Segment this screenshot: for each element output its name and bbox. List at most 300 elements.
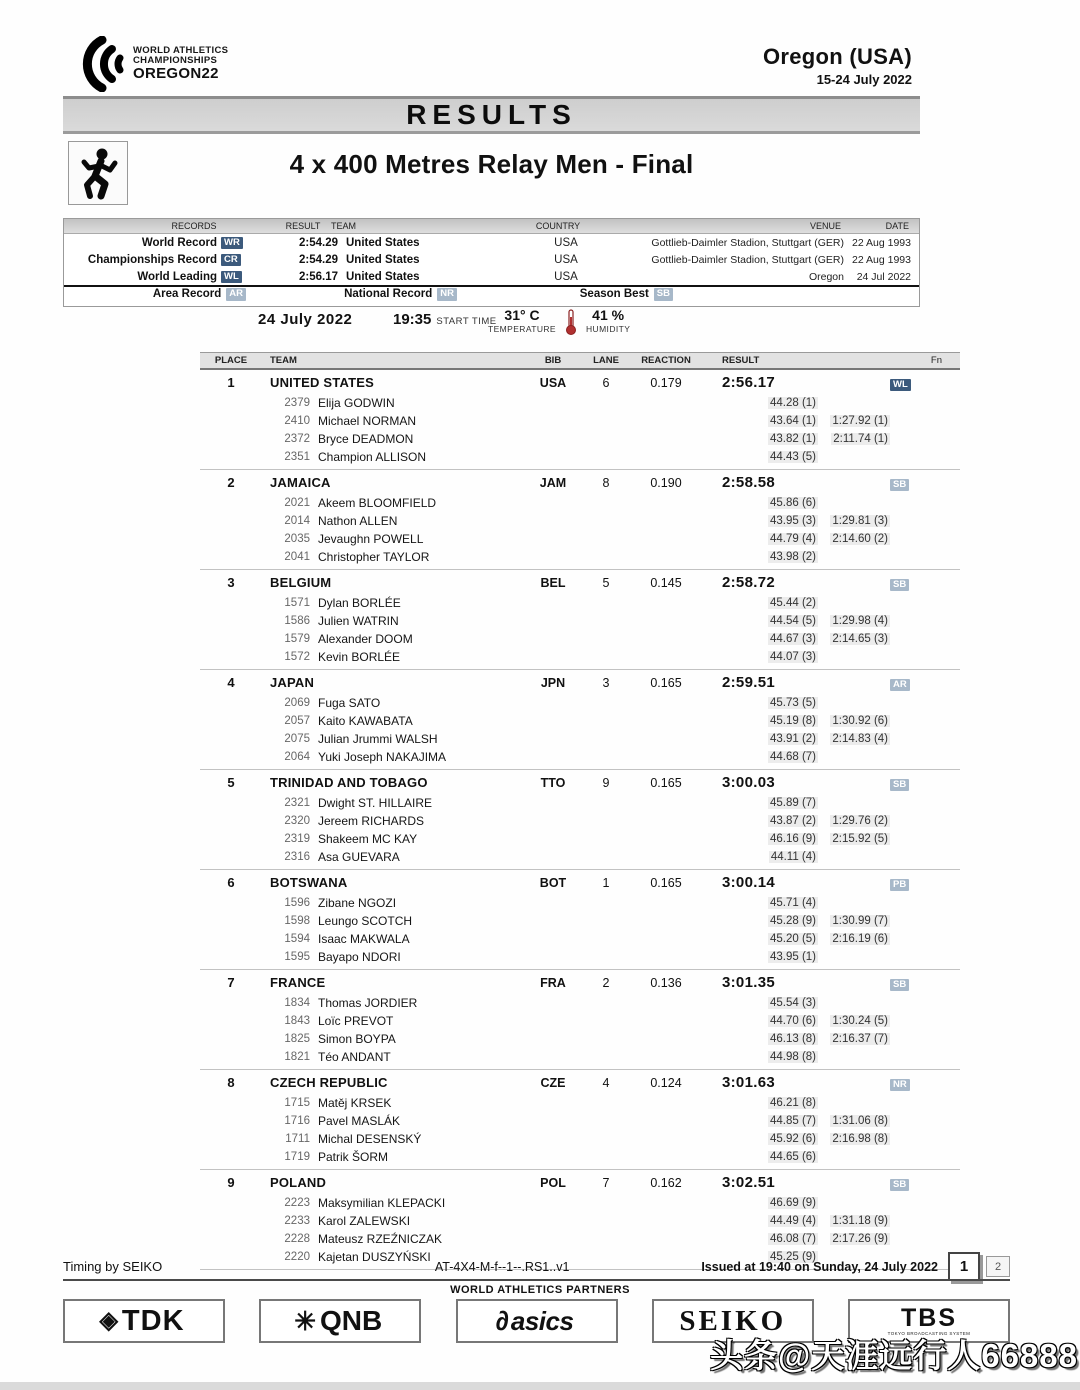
- location-name: Oregon (USA): [762, 44, 912, 69]
- runner-cumulative: 1:31.18 (9): [832, 1215, 888, 1227]
- record-country: USA: [554, 253, 578, 266]
- runner-split: 44.79 (4): [769, 533, 816, 545]
- record-label: World Record: [141, 236, 217, 249]
- team-result: 3:00.03: [722, 774, 775, 791]
- partner-logo-text: TBS: [901, 1304, 957, 1332]
- runner-name: Champion ALLISON: [318, 450, 427, 464]
- col-team: TEAM: [270, 355, 297, 366]
- record-date: 22 Aug 1993: [852, 253, 911, 266]
- runner-bib: 1843: [284, 1015, 310, 1027]
- team-result: 3:02.51: [722, 1174, 775, 1191]
- team-name: POLAND: [270, 1175, 327, 1190]
- record-venue: Gottlieb-Daimler Stadion, Stuttgart (GER): [651, 236, 844, 249]
- records-table: [63, 218, 920, 307]
- runner-bib: 1834: [284, 997, 310, 1009]
- runner-split: 44.98 (8): [769, 1051, 816, 1063]
- team-lane: 3: [602, 675, 610, 690]
- team-lane: 7: [602, 1175, 610, 1190]
- runner-row: [200, 794, 960, 812]
- runner-bib: 2316: [284, 851, 310, 863]
- team-reaction: 0.162: [650, 1175, 682, 1190]
- team-name: JAPAN: [270, 675, 315, 690]
- records-col-date: DATE: [885, 221, 909, 231]
- runner-name: Kevin BORLÉE: [318, 650, 401, 664]
- records-col-team: TEAM: [331, 221, 357, 231]
- team-reaction: 0.145: [650, 575, 682, 590]
- records-col-result: RESULT: [285, 221, 321, 231]
- runner-name: Akeem BLOOMFIELD: [318, 496, 437, 510]
- temperature-label: TEMPERATURE: [488, 323, 556, 334]
- record-result: 2:54.29: [298, 253, 338, 266]
- world-athletics-logo: [72, 36, 228, 92]
- runner-row: [200, 1012, 960, 1030]
- runner-split: 44.49 (4): [769, 1215, 816, 1227]
- runner-bib: 2233: [284, 1215, 310, 1227]
- team-name: BELGIUM: [270, 575, 332, 590]
- results-header-row: [200, 352, 960, 370]
- team-result-block: [200, 570, 960, 670]
- logo-arcs-icon: [72, 36, 124, 92]
- runner-row: [200, 830, 960, 848]
- runner-name: Mateusz RZEŹNICZAK: [318, 1232, 443, 1246]
- runner-name: Elija GODWIN: [318, 396, 395, 410]
- runner-split: 44.11 (4): [770, 851, 816, 863]
- runner-split: 43.95 (1): [769, 951, 816, 963]
- col-reaction: REACTION: [641, 355, 691, 366]
- runner-bib: 1715: [284, 1097, 310, 1109]
- runner-split: 45.28 (9): [769, 915, 816, 927]
- legend-label: Season Best: [579, 288, 649, 301]
- logo-text-line3: OREGON22: [133, 65, 219, 83]
- runner-row: [200, 1094, 960, 1112]
- team-main-row: [200, 871, 960, 894]
- watermark-text: 头条@天涯远行人66888: [710, 1337, 1078, 1374]
- runner-name: Isaac MAKWALA: [318, 932, 410, 946]
- team-reaction: 0.124: [650, 1075, 682, 1090]
- partner-logo-icon: ◈: [99, 1307, 118, 1334]
- team-name: JAMAICA: [270, 475, 331, 490]
- runner-row: [200, 530, 960, 548]
- records-col-country: COUNTRY: [535, 221, 581, 231]
- logo-text-line1: WORLD ATHLETICS: [133, 45, 229, 57]
- runner-name: Thomas JORDIER: [318, 996, 418, 1010]
- team-place: 5: [227, 775, 235, 790]
- runner-split: 45.86 (6): [769, 497, 816, 509]
- records-legend: [64, 285, 919, 306]
- team-reaction: 0.165: [650, 775, 682, 790]
- runner-row: [200, 730, 960, 748]
- runner-row: [200, 394, 960, 412]
- team-lane: 2: [602, 975, 610, 990]
- record-country: USA: [554, 270, 578, 283]
- record-date: 22 Aug 1993: [852, 236, 911, 249]
- legend-item: [64, 288, 246, 301]
- page-selector: [948, 1252, 1010, 1281]
- team-lane: 8: [602, 475, 610, 490]
- runner-name: Shakeem MC KAY: [318, 832, 418, 846]
- runner-row: [200, 912, 960, 930]
- team-name: TRINIDAD AND TOBAGO: [270, 775, 428, 790]
- runner-bib: 1596: [284, 897, 310, 909]
- runner-bib: 1586: [284, 615, 310, 627]
- runner-bib: 2220: [284, 1251, 310, 1263]
- issued-timestamp: Issued at 19:40 on Sunday, 24 July 2022: [701, 1259, 938, 1274]
- team-country-code: CZE: [540, 1075, 566, 1090]
- record-label: Championships Record: [87, 253, 217, 266]
- team-result-block: [200, 870, 960, 970]
- event-header: [63, 141, 920, 207]
- runner-name: Julian Jrummi WALSH: [318, 732, 438, 746]
- runner-cumulative: 1:27.92 (1): [832, 415, 888, 427]
- runner-bib: 2321: [284, 797, 310, 809]
- runner-row: [200, 994, 960, 1012]
- runner-split: 44.54 (5): [769, 615, 816, 627]
- team-place: 2: [227, 475, 235, 490]
- partner-logo-text: TDK: [121, 1304, 185, 1337]
- runner-cumulative: 2:14.83 (4): [832, 733, 888, 745]
- legend-item: [498, 288, 673, 301]
- conditions-bar: [63, 307, 920, 345]
- runner-bib: 1594: [284, 933, 310, 945]
- runner-row: [200, 594, 960, 612]
- event-dates: 15-24 July 2022: [816, 72, 912, 87]
- team-result: 2:59.51: [722, 674, 775, 691]
- team-result: 3:01.35: [722, 974, 775, 991]
- runner-cumulative: 2:16.98 (8): [832, 1133, 888, 1145]
- runner-name: Bryce DEADMON: [318, 432, 414, 446]
- team-main-row: [200, 1071, 960, 1094]
- footer-line: [63, 1252, 1010, 1281]
- runner-name: Michael NORMAN: [318, 414, 417, 428]
- team-name: CZECH REPUBLIC: [270, 1075, 388, 1090]
- runner-row: [200, 1130, 960, 1148]
- team-record-badge: SB: [890, 979, 909, 992]
- runner-split: 44.07 (3): [769, 651, 816, 663]
- record-row: [64, 234, 919, 251]
- partner-logo: [63, 1299, 225, 1343]
- logo-text-line2: CHAMPIONSHIPS: [133, 55, 218, 67]
- team-reaction: 0.136: [650, 975, 682, 990]
- runner-split: 43.91 (2): [769, 733, 816, 745]
- runner-bib: 1572: [284, 651, 310, 663]
- team-place: 7: [227, 975, 235, 990]
- col-result: RESULT: [722, 355, 760, 366]
- runner-split: 43.87 (2): [769, 815, 816, 827]
- footer-divider: [63, 1279, 1010, 1281]
- team-country-code: TTO: [540, 775, 566, 790]
- team-record-badge: NR: [890, 1079, 910, 1092]
- team-record-badge: SB: [890, 1179, 909, 1192]
- team-place: 3: [227, 575, 235, 590]
- team-main-row: [200, 1171, 960, 1194]
- runner-row: [200, 612, 960, 630]
- runner-bib: 2228: [284, 1233, 310, 1245]
- runner-cumulative: 1:30.24 (5): [832, 1015, 888, 1027]
- legend-label: National Record: [344, 288, 433, 301]
- temperature-block: [488, 307, 556, 334]
- records-col-venue: VENUE: [809, 221, 841, 231]
- team-result: 3:00.14: [722, 874, 775, 891]
- competition-date: 24 July 2022: [258, 311, 353, 328]
- col-place: PLACE: [214, 355, 248, 366]
- runner-split: 44.43 (5): [769, 451, 816, 463]
- runner-split: 44.65 (6): [769, 1151, 816, 1163]
- record-result: 2:56.17: [298, 270, 338, 283]
- record-venue: Gottlieb-Daimler Stadion, Stuttgart (GER): [651, 253, 844, 266]
- bottom-strip: [0, 1382, 1080, 1390]
- runner-split: 45.89 (7): [769, 797, 816, 809]
- runner-bib: 1595: [284, 951, 310, 963]
- runner-name: Téo ANDANT: [318, 1050, 391, 1064]
- record-row: [64, 268, 919, 285]
- runner-row: [200, 1148, 960, 1166]
- humidity-label: HUMIDITY: [586, 323, 631, 334]
- runner-split: 45.25 (9): [769, 1251, 816, 1263]
- team-main-row: [200, 571, 960, 594]
- temperature-value: 31° C: [504, 307, 540, 323]
- team-place: 1: [227, 375, 235, 390]
- runner-row: [200, 1230, 960, 1248]
- runner-bib: 1571: [284, 597, 310, 609]
- runner-name: Michal DESENSKÝ: [318, 1132, 422, 1146]
- runner-name: Matěj KRSEK: [318, 1096, 392, 1110]
- runner-row: [200, 412, 960, 430]
- runner-split: 44.70 (6): [769, 1015, 816, 1027]
- runner-cumulative: 1:29.98 (4): [832, 615, 888, 627]
- runner-bib: 2223: [284, 1197, 310, 1209]
- page-button-1[interactable]: 1: [948, 1252, 980, 1281]
- runner-cumulative: 2:16.19 (6): [832, 933, 888, 945]
- team-country-code: JAM: [539, 475, 567, 490]
- runner-row: [200, 448, 960, 466]
- runner-cumulative: 2:14.60 (2): [832, 533, 888, 545]
- runner-row: [200, 1030, 960, 1048]
- runner-row: [200, 930, 960, 948]
- runner-bib: 1711: [285, 1133, 310, 1145]
- partner-logo-text: QNB: [320, 1305, 383, 1336]
- team-result: 2:56.17: [722, 374, 775, 391]
- record-venue: Oregon: [808, 270, 844, 283]
- team-place: 4: [227, 675, 235, 690]
- record-result: 2:54.29: [298, 236, 338, 249]
- runner-cumulative: 2:16.37 (7): [832, 1033, 888, 1045]
- team-name: BOTSWANA: [270, 875, 348, 890]
- partner-logo-icon: ∂: [495, 1305, 509, 1336]
- col-bib: BIB: [544, 355, 562, 366]
- runner-row: [200, 812, 960, 830]
- runner-bib: 2379: [284, 397, 310, 409]
- team-record-badge: AR: [890, 679, 910, 692]
- runner-split: 46.69 (9): [769, 1197, 816, 1209]
- runner-row: [200, 748, 960, 766]
- runner-name: Asa GUEVARA: [318, 850, 400, 864]
- team-main-row: [200, 371, 960, 394]
- runner-cumulative: 1:29.76 (2): [832, 815, 888, 827]
- runner-name: Jereem RICHARDS: [318, 814, 425, 828]
- team-place: 9: [227, 1175, 235, 1190]
- runner-name: Karol ZALEWSKI: [318, 1214, 411, 1228]
- runner-split: 45.44 (2): [769, 597, 816, 609]
- runner-cumulative: 1:29.81 (3): [832, 515, 888, 527]
- runner-split: 43.95 (3): [769, 515, 816, 527]
- runner-row: [200, 848, 960, 866]
- runner-row: [200, 1194, 960, 1212]
- event-location: [763, 44, 912, 87]
- runner-row: [200, 548, 960, 566]
- legend-badge: NR: [437, 288, 457, 301]
- runner-split: 44.28 (1): [769, 397, 816, 409]
- record-badge: WR: [221, 237, 243, 250]
- timing-credit: Timing by SEIKO: [63, 1259, 163, 1274]
- team-result-block: [200, 970, 960, 1070]
- record-badge: WL: [221, 271, 242, 284]
- runner-bib: 2320: [284, 815, 310, 827]
- runner-split: 44.67 (3): [769, 633, 816, 645]
- team-result-block: [200, 1070, 960, 1170]
- runner-split: 45.92 (6): [769, 1133, 816, 1145]
- runner-row: [200, 694, 960, 712]
- partner-logo-subtext: TOKYO BROADCASTING SYSTEM: [887, 1331, 971, 1336]
- runner-bib: 1719: [284, 1151, 310, 1163]
- partners-heading: WORLD ATHLETICS PARTNERS: [450, 1284, 630, 1296]
- runner-row: [200, 430, 960, 448]
- runner-name: Yuki Joseph NAKAJIMA: [318, 750, 447, 764]
- runner-split: 44.68 (7): [769, 751, 816, 763]
- runner-bib: 1821: [284, 1051, 310, 1063]
- start-time: [393, 311, 497, 328]
- runner-row: [200, 948, 960, 966]
- partner-logo-text: asics: [510, 1305, 574, 1336]
- runner-split: 45.19 (8): [769, 715, 816, 727]
- runner-bib: 2069: [284, 697, 310, 709]
- runner-split: 46.21 (8): [769, 1097, 816, 1109]
- team-result-block: [200, 370, 960, 470]
- team-result: 3:01.63: [722, 1074, 775, 1091]
- runner-bib: 2057: [284, 715, 310, 727]
- runner-name: Leungo SCOTCH: [318, 914, 413, 928]
- thermometer-icon: [566, 309, 576, 335]
- runner-bib: 1825: [284, 1033, 310, 1045]
- team-country-code: JPN: [540, 675, 566, 690]
- runner-name: Jevaughn POWELL: [318, 532, 424, 546]
- legend-badge: AR: [226, 288, 246, 301]
- team-country-code: USA: [539, 375, 567, 390]
- runner-name: Loïc PREVOT: [318, 1014, 394, 1028]
- runner-bib: 2372: [284, 433, 310, 445]
- runner-bib: 1598: [284, 915, 310, 927]
- team-reaction: 0.179: [650, 375, 682, 390]
- results-table: [200, 352, 960, 1270]
- runner-row: [200, 512, 960, 530]
- team-record-badge: SB: [890, 779, 909, 792]
- runner-name: Fuga SATO: [318, 696, 381, 710]
- runner-name: Simon BOYPA: [318, 1032, 396, 1046]
- runner-bib: 2041: [284, 551, 310, 563]
- runner-cumulative: 2:11.74 (1): [833, 433, 888, 445]
- team-main-row: [200, 771, 960, 794]
- runner-name: Bayapo NDORI: [318, 950, 401, 964]
- partner-logo: [259, 1299, 421, 1343]
- team-lane: 4: [602, 1075, 610, 1090]
- team-name: UNITED STATES: [270, 375, 374, 390]
- runner-name: Christopher TAYLOR: [318, 550, 430, 564]
- records-col-records: RECORDS: [171, 221, 217, 231]
- runner-split: 44.85 (7): [769, 1115, 816, 1127]
- team-reaction: 0.165: [650, 875, 682, 890]
- runner-name: Dylan BORLÉE: [318, 596, 401, 610]
- team-result-block: [200, 770, 960, 870]
- team-result-block: [200, 470, 960, 570]
- runner-bib: 2035: [284, 533, 310, 545]
- team-name: FRANCE: [270, 975, 326, 990]
- runner-split: 45.71 (4): [769, 897, 816, 909]
- runner-bib: 2021: [284, 497, 310, 509]
- team-result: 2:58.58: [722, 474, 775, 491]
- runner-name: Pavel MASLÁK: [318, 1114, 401, 1128]
- runner-row: [200, 712, 960, 730]
- runner-split: 43.82 (1): [769, 433, 816, 445]
- team-place: 8: [227, 1075, 235, 1090]
- team-result: 2:58.72: [722, 574, 775, 591]
- start-time-value: 19:35: [393, 311, 432, 328]
- runner-split: 43.64 (1): [769, 415, 816, 427]
- partner-logo-text: SEIKO: [679, 1304, 787, 1337]
- team-result-block: [200, 670, 960, 770]
- runner-row: [200, 1048, 960, 1066]
- runner-split: 45.73 (5): [769, 697, 816, 709]
- runner-split: 45.20 (5): [769, 933, 816, 945]
- team-reaction: 0.190: [650, 475, 682, 490]
- runner-cumulative: 1:31.06 (8): [832, 1115, 888, 1127]
- runner-bib: 2410: [284, 415, 310, 427]
- runner-cumulative: 2:14.65 (3): [832, 633, 888, 645]
- team-main-row: [200, 671, 960, 694]
- record-team: United States: [346, 270, 420, 283]
- team-reaction: 0.165: [650, 675, 682, 690]
- runner-split: 46.16 (9): [769, 833, 816, 845]
- runner-bib: 2064: [284, 751, 310, 763]
- runner-bib: 2014: [284, 515, 310, 527]
- runner-row: [200, 1112, 960, 1130]
- partner-logo-icon: ✳: [294, 1306, 317, 1336]
- team-country-code: FRA: [540, 975, 566, 990]
- runner-name: Julien WATRIN: [318, 614, 399, 628]
- legend-label: Area Record: [152, 288, 222, 301]
- runner-row: [200, 630, 960, 648]
- team-main-row: [200, 971, 960, 994]
- record-country: USA: [554, 236, 578, 249]
- runner-bib: 2319: [284, 833, 310, 845]
- team-lane: 6: [602, 375, 610, 390]
- runner-split: 46.13 (8): [769, 1033, 816, 1045]
- runner-bib: 1716: [284, 1115, 310, 1127]
- record-row: [64, 251, 919, 268]
- legend-badge: SB: [654, 288, 673, 301]
- page-button-2[interactable]: 2: [986, 1256, 1010, 1277]
- runner-split: 46.08 (7): [769, 1233, 816, 1245]
- team-lane: 5: [602, 575, 610, 590]
- runner-row: [200, 1212, 960, 1230]
- runner-name: Zibane NGOZI: [318, 896, 397, 910]
- col-lane: LANE: [593, 355, 619, 366]
- team-country-code: BOT: [539, 875, 567, 890]
- runner-name: Kajetan DUSZYŃSKI: [318, 1250, 431, 1264]
- runner-name: Nathon ALLEN: [318, 514, 398, 528]
- runner-cumulative: 1:30.99 (7): [832, 915, 888, 927]
- team-place: 6: [227, 875, 235, 890]
- team-record-badge: SB: [890, 479, 909, 492]
- partner-logo: [456, 1299, 618, 1343]
